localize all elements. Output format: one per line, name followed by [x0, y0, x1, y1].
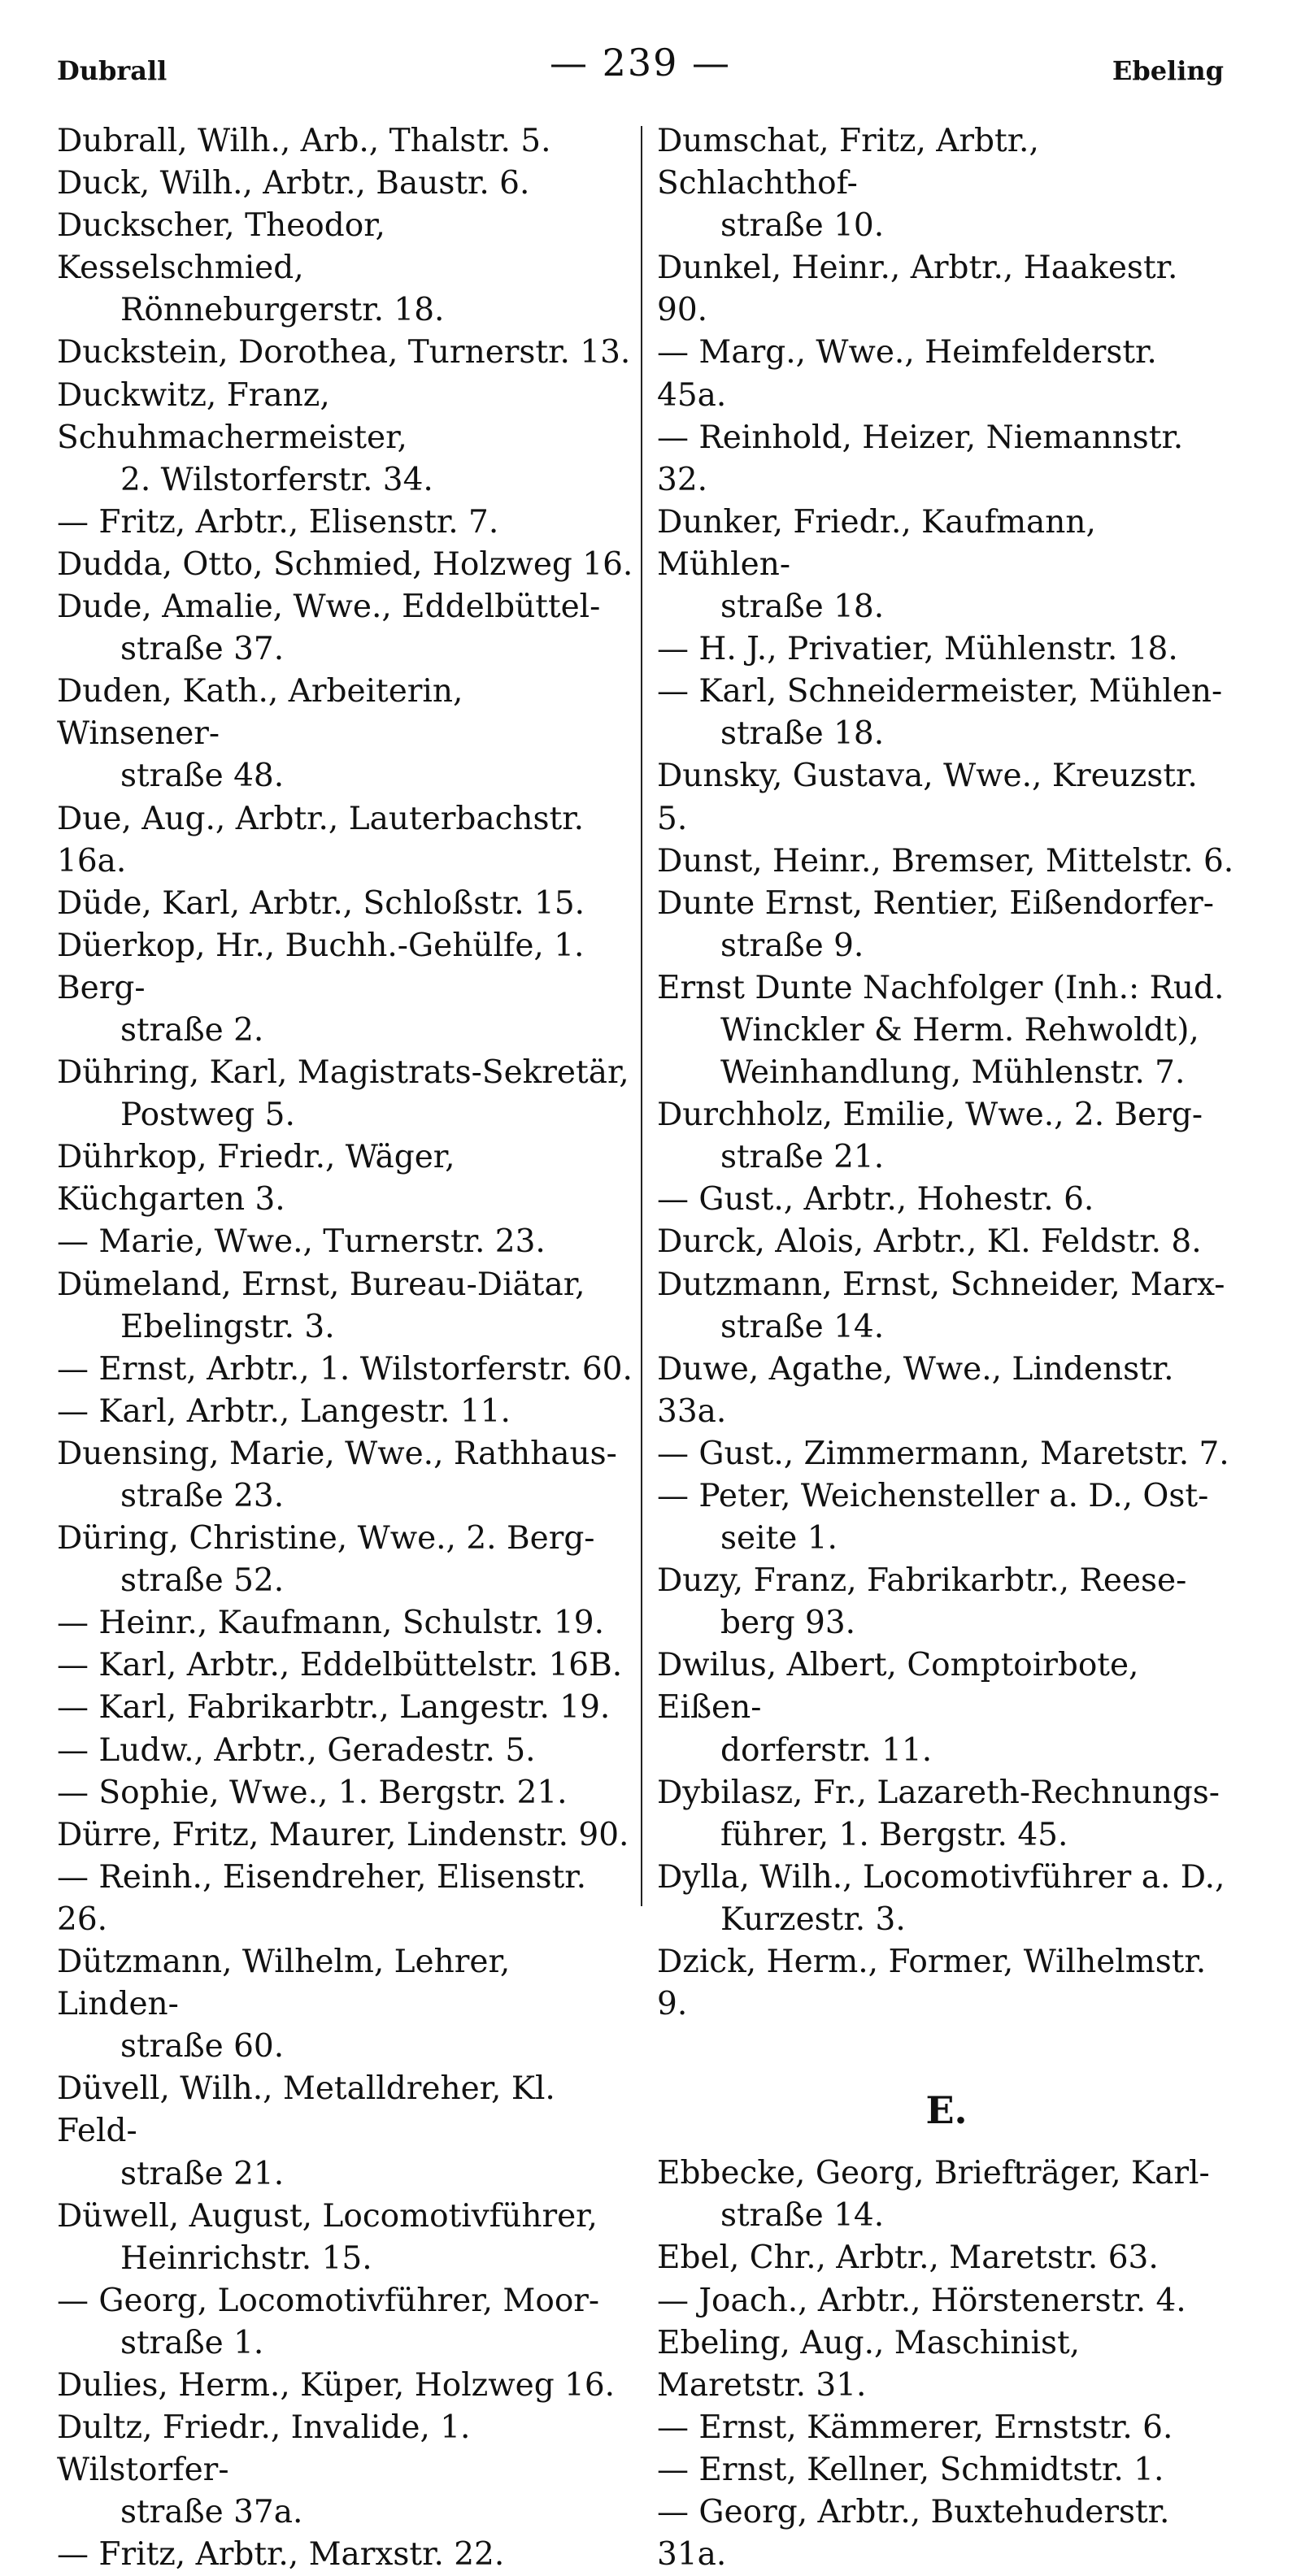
directory-entry: [657, 2491, 1236, 2576]
entry-continuation: straße 23.: [120, 1478, 285, 1514]
directory-entry: [657, 1560, 1236, 1644]
directory-entry: [57, 1814, 634, 1857]
directory-entry: [57, 1730, 634, 1772]
directory-entry: [657, 1264, 1236, 1349]
directory-entry: [657, 2237, 1236, 2279]
entry-line: Dührkop, Friedr., Wäger, Küchgarten 3.: [57, 1139, 455, 1218]
entry-line: — Ernst, Kellner, Schmidtstr. 1.: [657, 2451, 1164, 2488]
entry-line: Dudda, Otto, Schmied, Holzweg 16.: [57, 545, 633, 583]
entry-line: — Karl, Arbtr., Langestr. 11.: [57, 1392, 511, 1430]
entry-line: — Marie, Wwe., Turnerstr. 23.: [57, 1223, 546, 1261]
directory-entry: [57, 2068, 634, 2195]
entry-line: Dultz, Friedr., Invalide, 1. Wilstorfer-: [57, 2409, 471, 2489]
entry-line: Ebel, Chr., Arbtr., Maretstr. 63.: [657, 2239, 1159, 2277]
directory-entry: [57, 1941, 634, 2068]
directory-entry: [657, 332, 1236, 416]
directory-entry: [657, 502, 1236, 628]
entry-line: Duensing, Marie, Wwe., Rathhaus-: [57, 1435, 617, 1472]
directory-entry: [57, 2196, 634, 2280]
directory-entry: [657, 1475, 1236, 1560]
entry-line: — Sophie, Wwe., 1. Bergstr. 21.: [57, 1774, 568, 1811]
entry-continuation: straße 52.: [120, 1562, 285, 1600]
entry-line: — Heinr., Kaufmann, Schulstr. 19.: [57, 1605, 604, 1642]
entry-line: Dürre, Fritz, Maurer, Lindenstr. 90.: [57, 1816, 629, 1853]
entry-line: — Karl, Schneidermeister, Mühlen-: [657, 673, 1223, 710]
entry-continuation: Ebelingstr. 3.: [120, 1308, 335, 1345]
entry-line: — Gust., Arbtr., Hohestr. 6.: [657, 1181, 1094, 1218]
directory-entry: [657, 1644, 1236, 1771]
right-column: [657, 120, 1236, 2576]
directory-entry: [657, 247, 1236, 332]
directory-entry: [657, 671, 1236, 755]
directory-entry: [57, 332, 634, 374]
entry-continuation: Rönneburgerstr. 18.: [120, 292, 445, 329]
entry-line: Dude, Amalie, Wwe., Eddelbüttel-: [57, 589, 601, 626]
entry-continuation: führer, 1. Bergstr. 45.: [720, 1816, 1068, 1853]
entry-line: — Ernst, Kämmerer, Ernststr. 6.: [657, 2409, 1173, 2446]
directory-entry: [657, 2407, 1236, 2449]
entry-continuation: straße 21.: [720, 1139, 885, 1176]
directory-entry: [57, 1518, 634, 1602]
entry-continuation: Winckler & Herm. Rehwoldt),: [720, 1011, 1199, 1049]
entry-line: Düring, Christine, Wwe., 2. Berg-: [57, 1520, 595, 1557]
directory-entry: [57, 205, 634, 332]
directory-entry: [657, 2449, 1236, 2491]
entry-line: — Reinh., Eisendreher, Elisenstr. 26.: [57, 1858, 587, 1938]
entry-line: Dylla, Wilh., Locomotivführer a. D.,: [657, 1858, 1225, 1896]
entry-continuation: straße 14.: [720, 2197, 885, 2235]
directory-entry: [57, 798, 634, 883]
directory-entry: [57, 1687, 634, 1729]
directory-entry: [57, 2365, 634, 2407]
directory-entry: [657, 1221, 1236, 1263]
entry-line: Düwell, August, Locomotivführer,: [57, 2197, 598, 2235]
entry-line: Dybilasz, Fr., Lazareth-Rechnungs-: [657, 1774, 1220, 1811]
entry-line: — Fritz, Arbtr., Elisenstr. 7.: [57, 503, 499, 541]
entry-continuation: straße 60.: [120, 2028, 285, 2066]
entry-line: Dubrall, Wilh., Arb., Thalstr. 5.: [57, 123, 551, 159]
entry-line: Düde, Karl, Arbtr., Schloßstr. 15.: [57, 884, 585, 922]
entry-line: Duckscher, Theodor, Kesselschmied,: [57, 207, 385, 287]
entry-line: — Karl, Fabrikarbtr., Langestr. 19.: [57, 1689, 611, 1727]
entry-continuation: 2. Wilstorferstr. 34.: [120, 461, 433, 498]
entry-continuation: straße 37a.: [120, 2494, 303, 2531]
entry-continuation: dorferstr. 11.: [720, 1731, 933, 1769]
page-header: [57, 41, 1224, 89]
directory-entry: [57, 2534, 634, 2576]
entry-line: — Gust., Zimmermann, Maretstr. 7.: [657, 1435, 1229, 1472]
directory-entry: [57, 925, 634, 1052]
entry-line: — Ernst, Arbtr., 1. Wilstorferstr. 60.: [57, 1350, 633, 1388]
column-divider: [641, 126, 642, 1906]
directory-entry: [57, 1221, 634, 1263]
right-column-d-entries: [657, 120, 1236, 2026]
directory-entry: [657, 2280, 1236, 2322]
entry-continuation: straße 14.: [720, 1308, 885, 1345]
entry-line: Ebeling, Aug., Maschinist, Maretstr. 31.: [657, 2324, 1081, 2404]
left-column: [57, 120, 634, 2576]
entry-line: Dumschat, Fritz, Arbtr., Schlachthof-: [657, 123, 1039, 202]
entry-line: Dunsky, Gustava, Wwe., Kreuzstr. 5.: [657, 758, 1198, 837]
directory-entry: [657, 841, 1236, 883]
entry-line: Duckstein, Dorothea, Turnerstr. 13.: [57, 334, 631, 371]
entry-line: Duzy, Franz, Fabrikarbtr., Reese-: [657, 1562, 1187, 1600]
directory-entry: [657, 1433, 1236, 1475]
entry-line: Due, Aug., Arbtr., Lauterbachstr. 16a.: [57, 800, 584, 880]
entry-line: Duckwitz, Franz, Schuhmachermeister,: [57, 376, 407, 456]
directory-entry: [657, 2322, 1236, 2407]
entry-continuation: straße 21.: [120, 2155, 285, 2192]
entry-line: Dunst, Heinr., Bremser, Mittelstr. 6.: [657, 842, 1234, 880]
entry-line: Dühring, Karl, Magistrats-Sekretär,: [57, 1054, 629, 1092]
entry-line: — Peter, Weichensteller a. D., Ost-: [657, 1478, 1209, 1514]
directory-entry: [57, 1349, 634, 1391]
entry-continuation: straße 10.: [720, 207, 885, 245]
entry-continuation: straße 48.: [120, 758, 285, 795]
directory-entry: [57, 120, 634, 163]
entry-continuation: straße 18.: [720, 589, 885, 626]
directory-entry: [657, 967, 1236, 1094]
directory-entry: [57, 375, 634, 502]
entry-line: — Georg, Arbtr., Buxtehuderstr. 31a.: [657, 2493, 1170, 2574]
entry-line: Dulies, Herm., Küper, Holzweg 16.: [57, 2366, 616, 2404]
entry-continuation: Postweg 5.: [120, 1097, 295, 1134]
entry-line: Dunker, Friedr., Kaufmann, Mühlen-: [657, 503, 1096, 583]
directory-entry: [657, 417, 1236, 502]
directory-entry: [57, 1772, 634, 1814]
entry-line: — Ludw., Arbtr., Geradestr. 5.: [57, 1731, 536, 1769]
directory-entry: [57, 502, 634, 544]
directory-entry: [657, 1349, 1236, 1433]
entry-line: Düvell, Wilh., Metalldreher, Kl. Feld-: [57, 2070, 555, 2150]
entry-line: — Marg., Wwe., Heimfelderstr. 45a.: [657, 334, 1157, 414]
entry-line: Durchholz, Emilie, Wwe., 2. Berg-: [657, 1097, 1203, 1134]
directory-entry: [657, 628, 1236, 671]
directory-entry: [657, 120, 1236, 247]
entry-continuation: straße 18.: [720, 715, 885, 753]
entry-line: — Georg, Locomotivführer, Moor-: [57, 2282, 600, 2319]
directory-entry: [657, 1179, 1236, 1221]
directory-entry: [657, 1094, 1236, 1179]
entry-line: — Karl, Arbtr., Eddelbüttelstr. 16B.: [57, 1647, 623, 1684]
header-left-catchword: Dubrall: [57, 55, 168, 86]
entry-continuation: Kurzestr. 3.: [720, 1901, 906, 1938]
entry-line: Ernst Dunte Nachfolger (Inh.: Rud.: [657, 969, 1225, 1006]
header-right-catchword: Ebeling: [1112, 55, 1224, 86]
directory-entry: [657, 2152, 1236, 2237]
entry-line: Duwe, Agathe, Wwe., Lindenstr. 33a.: [657, 1350, 1174, 1430]
directory-entry: [657, 1857, 1236, 1941]
entry-continuation: straße 37.: [120, 631, 285, 668]
directory-entry: [57, 1391, 634, 1433]
entry-continuation: Weinhandlung, Mühlenstr. 7.: [720, 1054, 1186, 1092]
directory-entry: [57, 163, 634, 205]
entry-line: — Fritz, Arbtr., Marxstr. 22.: [57, 2536, 505, 2574]
entry-line: Dümeland, Ernst, Bureau-Diätar,: [57, 1266, 585, 1303]
directory-entry: [57, 2280, 634, 2365]
directory-entry: [57, 586, 634, 671]
section-spacer: [657, 2026, 1236, 2068]
directory-entry: [57, 1857, 634, 1941]
directory-entry: [57, 1136, 634, 1221]
entry-line: Dutzmann, Ernst, Schneider, Marx-: [657, 1266, 1225, 1303]
entry-continuation: straße 1.: [120, 2324, 264, 2361]
entry-line: Dwilus, Albert, Comptoirbote, Eißen-: [657, 1647, 1139, 1727]
entry-line: Duck, Wilh., Arbtr., Baustr. 6.: [57, 165, 530, 202]
directory-entry: [57, 1052, 634, 1136]
entry-line: Duden, Kath., Arbeiterin, Winsener-: [57, 673, 463, 753]
directory-entry: [57, 2407, 634, 2534]
directory-entry: [57, 1264, 634, 1349]
entry-line: — H. J., Privatier, Mühlenstr. 18.: [657, 631, 1178, 668]
entry-line: — Joach., Arbtr., Hörstenerstr. 4.: [657, 2282, 1186, 2319]
directory-entry: [57, 1644, 634, 1687]
entry-line: — Reinhold, Heizer, Niemannstr. 32.: [657, 419, 1184, 498]
entry-line: Dunte Ernst, Rentier, Eißendorfer-: [657, 884, 1214, 922]
entry-line: Ebbecke, Georg, Briefträger, Karl-: [657, 2155, 1210, 2192]
entry-line: Dunkel, Heinr., Arbtr., Haakestr. 90.: [657, 250, 1178, 329]
directory-entry: [57, 883, 634, 925]
directory-entry: [57, 1602, 634, 1644]
entry-line: Dzick, Herm., Former, Wilhelmstr. 9.: [657, 1944, 1207, 2023]
entry-line: Düerkop, Hr., Buchh.-Gehülfe, 1. Berg-: [57, 927, 585, 1006]
directory-entry: [57, 544, 634, 586]
entry-continuation: seite 1.: [720, 1520, 838, 1557]
entry-continuation: berg 93.: [720, 1605, 856, 1642]
entry-continuation: straße 9.: [720, 927, 864, 964]
entry-line: Dützmann, Wilhelm, Lehrer, Linden-: [57, 1944, 511, 2023]
directory-entry: [657, 1941, 1236, 2026]
entry-continuation: straße 2.: [120, 1011, 264, 1049]
directory-entry: [57, 671, 634, 797]
right-column-e-entries: [657, 2152, 1236, 2576]
entry-line: Durck, Alois, Arbtr., Kl. Feldstr. 8.: [657, 1223, 1202, 1261]
entry-continuation: Heinrichstr. 15.: [120, 2239, 372, 2277]
directory-entry: [657, 883, 1236, 967]
directory-entry: [657, 755, 1236, 840]
directory-entry: [657, 1772, 1236, 1857]
directory-entry: [57, 1433, 634, 1518]
section-letter: E.: [925, 2088, 968, 2133]
page-number: — 239 —: [549, 41, 732, 85]
